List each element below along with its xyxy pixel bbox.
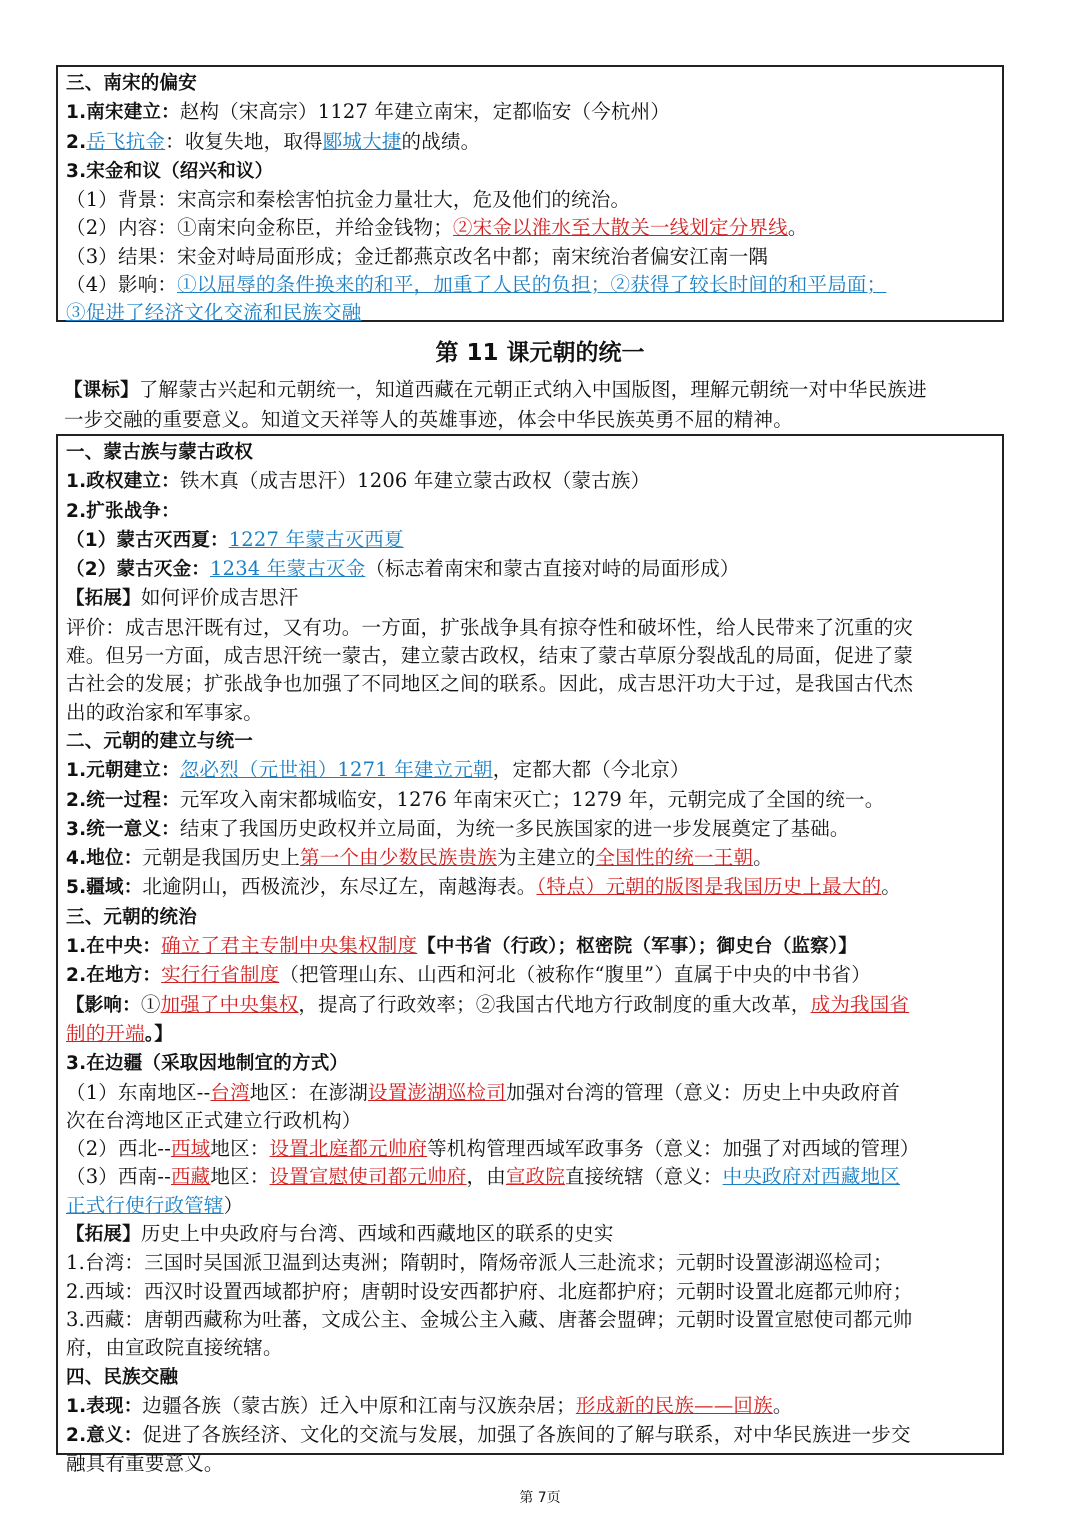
- curriculum-standard: [64, 376, 1014, 434]
- box2-line: [66, 1020, 1002, 1049]
- body-text: 地区：在澎湖: [249, 1080, 368, 1104]
- box2-line: [66, 467, 1002, 496]
- box2-line: [66, 1249, 1002, 1277]
- red-highlight-text: 全国性的统一王朝: [595, 846, 754, 870]
- bold-text: 1.政权建立：: [66, 471, 180, 493]
- body-text: （4）影响：: [66, 273, 178, 297]
- bold-text: 二、元朝的建立与统一: [66, 730, 254, 752]
- body-text: 加强对台湾的管理（意义：历史上中央政府首: [505, 1080, 900, 1104]
- body-text: ，提高了行政效率；②我国古代地方行政制度的重大改革，: [298, 992, 811, 1016]
- red-highlight-text: 加强了中央集权: [160, 992, 299, 1016]
- body-text: 融具有重要意义。: [66, 1452, 224, 1476]
- body-text: 的战绩。: [401, 129, 481, 153]
- body-text: 。: [881, 875, 901, 899]
- bold-text: 3.统一意义：: [66, 818, 180, 840]
- body-text: 北逾阴山，西极流沙，东尽辽左，南越海表。: [142, 875, 537, 899]
- box2-line: [66, 1392, 1002, 1421]
- blue-highlight-text: 中央政府对西藏地区: [722, 1165, 900, 1189]
- bold-text: 一、蒙古族与蒙古政权: [66, 442, 254, 463]
- body-text: 了解蒙古兴起和元朝统一，知道西藏在元朝正式纳入中国版图，理解元朝统一对中华民族进: [138, 378, 927, 401]
- red-highlight-text: 设置宣慰使司都元帅府: [269, 1165, 467, 1189]
- red-highlight-text: ②宋金以淮水至大散关一线划定分界线: [452, 216, 788, 240]
- bold-text: 3.宋金和议（绍兴和议）: [66, 160, 274, 182]
- body-text: 促进了各族经济、文化的交流与发展，加强了各族间的了解与联系，对中华民族进一步交: [142, 1423, 911, 1447]
- box2-line: [66, 873, 1002, 902]
- box2-line: [66, 497, 1002, 526]
- red-highlight-text: 成为我国省: [810, 992, 910, 1016]
- blue-highlight-text: ③促进了经济文化交流和民族交融: [66, 301, 362, 325]
- body-text: 地区：: [210, 1165, 270, 1189]
- box2-line: [66, 642, 1002, 670]
- blue-highlight-text: 正式行使行政管辖: [66, 1193, 224, 1217]
- body-text: 次在台湾地区正式建立行政机构）: [66, 1108, 362, 1132]
- box2-line: [66, 903, 1002, 932]
- box2-line: [66, 438, 1002, 467]
- body-text: ①: [140, 992, 161, 1016]
- standard-line: [64, 376, 1014, 406]
- box2-line: [66, 555, 1002, 584]
- body-text: （2）西北--: [66, 1137, 171, 1161]
- body-text: 古社会的发展；扩张战争也加强了不同地区之间的联系。因此，成吉思汗功大于过，是我国古代杰: [66, 672, 914, 696]
- blue-highlight-text: 1227 年蒙古灭西夏: [228, 527, 404, 551]
- bold-text: 1.表现：: [66, 1395, 143, 1417]
- body-text: 。: [753, 846, 773, 870]
- box2-line: [66, 1049, 1002, 1078]
- body-text: 直接统辖（意义：: [565, 1165, 723, 1189]
- body-text: 。: [772, 1393, 793, 1417]
- bold-text: 2.: [66, 131, 87, 153]
- box2-line: [66, 584, 1002, 613]
- box2-line: [66, 1278, 1002, 1306]
- red-highlight-text: 西域: [170, 1137, 211, 1161]
- body-text: 难。但另一方面，成吉思汗统一蒙古，建立蒙古政权，结束了蒙古草原分裂战乱的局面，促进了蒙: [66, 644, 914, 668]
- body-text: 3.西藏：唐朝西藏称为吐蕃，文成公主、金城公主入藏、唐蕃会盟碑；元朝时设置宣慰使司都元帅: [66, 1307, 913, 1331]
- body-text: （1）东南地区--: [66, 1080, 211, 1104]
- body-text: （把管理山东、山西和河北（被称作“腹里”）直属于中央的中书省）: [279, 963, 871, 987]
- body-text: ，由: [466, 1165, 506, 1189]
- bold-text: 2.扩张战争：: [66, 500, 180, 522]
- box2-line: [66, 961, 1002, 990]
- bold-text: 四、民族交融: [66, 1366, 179, 1388]
- body-text: 元朝是我国历史上: [142, 846, 301, 870]
- red-highlight-text: 宣政院: [505, 1165, 566, 1189]
- body-text: 出的政治家和军事家。: [66, 700, 264, 724]
- body-text: 结束了我国历史政权并立局面，为统一多民族国家的进一步发展奠定了基础。: [179, 816, 850, 840]
- box1-line: [66, 243, 1002, 271]
- southern-song-section: [56, 65, 1004, 325]
- bold-text: 三、元朝的统治: [66, 906, 197, 928]
- body-text: 地区：: [210, 1137, 270, 1161]
- red-highlight-text: 形成新的民族——回族: [575, 1393, 773, 1417]
- red-highlight-text: 设置澎湖巡检司: [368, 1080, 506, 1104]
- box1-line: [66, 69, 1002, 98]
- box2-line: [66, 670, 1002, 698]
- bold-text: （2）蒙古灭金：: [66, 559, 210, 581]
- body-text: （3）西南--: [66, 1165, 171, 1189]
- box2-line: [66, 844, 1002, 873]
- body-text: 如何评价成吉思汗: [140, 586, 299, 610]
- body-text: （3）结果：宋金对峙局面形成；金迁都燕京改名中都；南宋统治者偏安江南一隅: [66, 244, 769, 268]
- body-text: 元军攻入南宋都城临安，1276 年南宋灭亡；1279 年，元朝完成了全国的统一。: [179, 787, 885, 811]
- bold-text: 5.疆域：: [66, 877, 143, 899]
- blue-highlight-text: ①以屈辱的条件换来的和平，加重了人民的负担；②获得了较长时间的和平局面；: [177, 273, 887, 297]
- box2-line: [66, 1192, 1002, 1220]
- red-highlight-text: 台湾: [210, 1080, 250, 1104]
- box1-line: [66, 157, 1002, 186]
- body-text: 一步交融的重要意义。知道文天祥等人的英雄事迹，体会中华民族英勇不屈的精神。: [64, 407, 793, 431]
- box2-line: [66, 786, 1002, 815]
- box1-line: [66, 98, 1002, 127]
- bold-text: 。】: [144, 1023, 173, 1045]
- body-text: 2.西域：西汉时设置西域都护府；唐朝时设安西都护府、北庭都护府；元朝时设置北庭都元帅府；: [66, 1279, 913, 1303]
- box2-line: [66, 1220, 1002, 1249]
- blue-highlight-text: 岳飞抗金: [86, 129, 166, 153]
- bold-text: 2.统一过程：: [66, 789, 180, 811]
- body-text: 等机构管理西域军政事务（意义：加强了对西域的管理）: [427, 1137, 920, 1161]
- bold-text: 1.南宋建立：: [66, 102, 180, 124]
- box2-line: [66, 727, 1002, 756]
- box2-line: [66, 1363, 1002, 1392]
- box2-line: [66, 1334, 1002, 1362]
- box1-line: [66, 214, 1002, 242]
- bold-text: 3.在边疆（采取因地制宜的方式）: [66, 1053, 349, 1075]
- lesson-title: 第 11 课元朝的统一: [435, 340, 645, 366]
- blue-highlight-text: 1234 年蒙古灭金: [209, 557, 366, 581]
- body-text: （2）内容：①南宋向金称臣，并给金钱物；: [66, 216, 453, 240]
- box2-line: [66, 1107, 1002, 1135]
- box1-line: [66, 128, 1002, 157]
- body-text: 铁木真（成吉思汗）1206 年建立蒙古政权（蒙古族）: [179, 469, 651, 493]
- box1-line: [66, 186, 1002, 214]
- bold-text: 【拓展】: [66, 588, 141, 610]
- box1-line: [66, 299, 1002, 327]
- box2-line: [66, 1163, 1002, 1191]
- body-text: 评价：成吉思汗既有过，又有功。一方面，扩张战争具有掠夺性和破坏性，给人民带来了沉重的灾: [66, 615, 914, 639]
- box2-lines: [66, 438, 1002, 1479]
- body-text: 府，由宣政院直接统辖。: [66, 1336, 283, 1360]
- box2-line: [66, 699, 1002, 727]
- bold-text: 【拓展】: [66, 1224, 141, 1246]
- box1-lines: [66, 69, 1002, 328]
- body-text: ：收复失地，取得: [165, 129, 323, 153]
- box2-line: [66, 1306, 1002, 1334]
- box2-line: [66, 815, 1002, 844]
- body-text: ，定都大都（今北京）: [492, 758, 690, 782]
- box2-line: [66, 614, 1002, 642]
- body-text: 边疆各族（蒙古族）迁入中原和江南与汉族杂居；: [142, 1393, 576, 1417]
- body-text: 为主建立的: [497, 846, 596, 870]
- bold-text: 【影响：: [66, 994, 141, 1016]
- bold-text: 1.在中央：: [66, 936, 162, 958]
- body-text: （1）背景：宋高宗和秦桧害怕抗金力量壮大，危及他们的统治。: [66, 188, 631, 212]
- body-text: 赵构（宋高宗）1127 年建立南宋，定都临安（今杭州）: [179, 100, 671, 124]
- body-text: 1.台湾：三国时吴国派卫温到达夷洲；隋朝时，隋炀帝派人三赴流求；元朝时设置澎湖巡检司；: [66, 1251, 893, 1275]
- box2-line: [66, 932, 1002, 961]
- box2-line: [66, 991, 1002, 1020]
- red-highlight-text: 实行行省制度: [161, 963, 280, 987]
- red-highlight-text: 确立了君主专制中央集权制度: [161, 934, 418, 958]
- bold-text: 【课标】: [64, 380, 139, 401]
- box1-line: [66, 271, 1002, 299]
- red-highlight-text: 设置北庭都元帅府: [269, 1137, 428, 1161]
- body-text: ）: [223, 1193, 244, 1217]
- red-highlight-text: 西藏: [170, 1165, 211, 1189]
- bold-text: 1.元朝建立：: [66, 760, 180, 782]
- bold-text: 2.在地方：: [66, 965, 162, 987]
- box2-line: [66, 756, 1002, 785]
- bold-text: 三、南宋的偏安: [66, 73, 197, 94]
- page-number: 第 7页: [519, 1490, 561, 1506]
- body-text: 历史上中央政府与台湾、西域和西藏地区的联系的史实: [140, 1222, 614, 1246]
- yuan-dynasty-section: [56, 434, 1004, 1476]
- box2-line: [66, 1421, 1002, 1450]
- box2-line: [66, 1079, 1002, 1107]
- blue-highlight-text: 郾城大捷: [322, 129, 402, 153]
- body-text: （标志着南宋和蒙古直接对峙的局面形成）: [365, 557, 740, 581]
- body-text: 。: [787, 216, 808, 240]
- red-highlight-text: 第一个由少数民族贵族: [300, 846, 498, 870]
- red-highlight-text: 制的开端: [66, 1021, 145, 1045]
- standard-line: [64, 406, 1014, 435]
- bold-text: 【中书省（行政）；枢密院（军事）；御史台（监察）】: [417, 936, 857, 958]
- box2-line: [66, 1135, 1002, 1163]
- bold-text: 4.地位：: [66, 848, 143, 870]
- box2-line: [66, 1450, 1002, 1478]
- blue-highlight-text: 忽必烈（元世祖）1271 年建立元朝: [179, 758, 493, 782]
- box2-line: [66, 526, 1002, 555]
- red-highlight-text: （特点）元朝的版图是我国历史上最大的: [536, 875, 882, 899]
- bold-text: （1）蒙古灭西夏：: [66, 529, 229, 551]
- bold-text: 2.意义：: [66, 1425, 143, 1447]
